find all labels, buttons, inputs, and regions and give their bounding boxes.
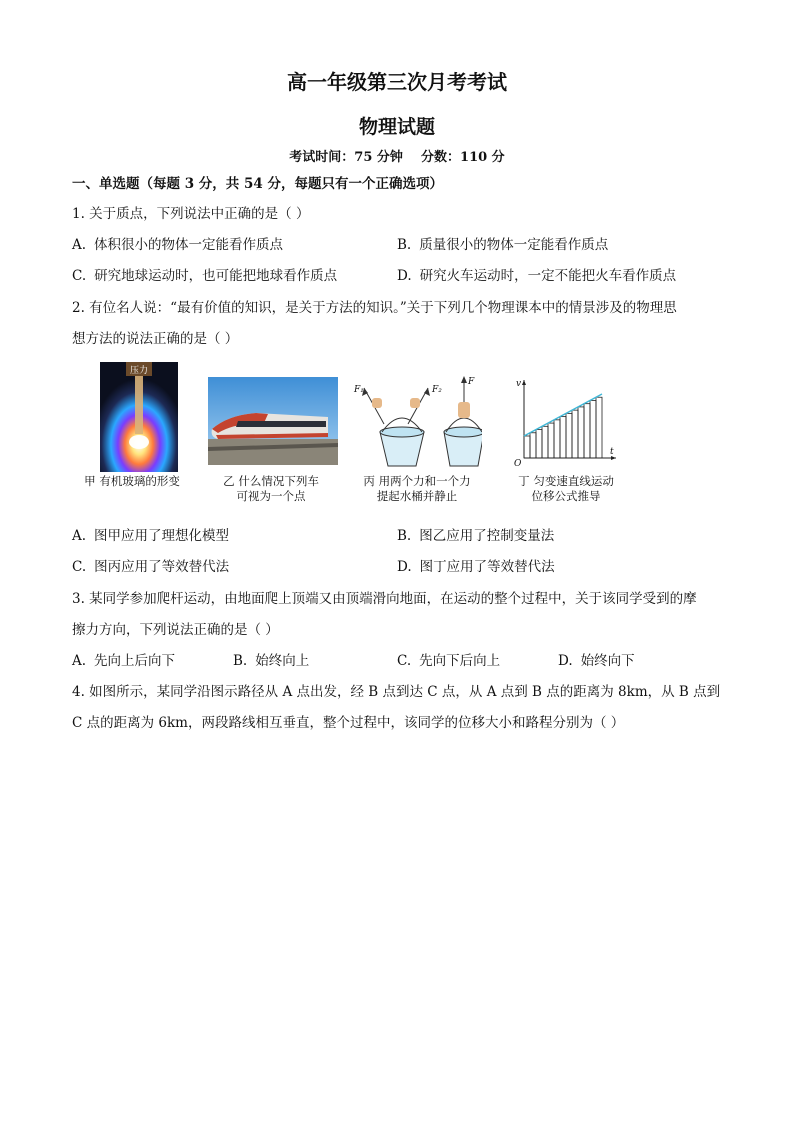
- option-text: 始终向下: [580, 653, 635, 669]
- option-text: 图乙应用了控制变量法: [419, 528, 555, 544]
- vt-step-bar: [590, 400, 596, 458]
- option-text: 先向上后向下: [94, 653, 176, 669]
- vt-step-bar: [542, 426, 548, 458]
- option-key: D.: [397, 268, 412, 284]
- fig2-caption-line2: 可视为一个点: [236, 489, 306, 503]
- option-key: B.: [397, 237, 412, 253]
- vt-step-bar: [578, 407, 584, 458]
- fig4-origin-label: O: [514, 459, 522, 468]
- fig3-f2-label: F₂: [432, 385, 442, 395]
- option-key: D.: [397, 559, 412, 575]
- q3-stem-line2: 擦力方向，下列说法正确的是（ ）: [72, 622, 279, 638]
- vt-step-bar: [554, 420, 560, 458]
- fig4-v-label: v: [516, 379, 522, 389]
- q2-option-d: [397, 555, 555, 575]
- fig3-f-label: F: [468, 377, 475, 387]
- plexiglass-stress-figure: [100, 362, 178, 472]
- vt-step-bar: [548, 423, 554, 458]
- q2-stem-line2: 想方法的说法正确的是（ ）: [72, 331, 239, 347]
- fig1-caption: 甲 有机玻璃的形变: [84, 474, 180, 488]
- q2-option-c: [72, 555, 229, 575]
- option-key: C.: [397, 653, 412, 669]
- q4-stem-line1: 4. 如图所示，某同学沿图示路径从 A 点出发，经 B 点到达 C 点，从 A 点到 B 点的距离为 8km，从 B 点到: [72, 684, 721, 700]
- q3-option-b: [233, 649, 309, 669]
- option-text: 先向下后向上: [419, 653, 501, 669]
- vt-step-bar: [560, 417, 566, 458]
- vt-step-bar: [572, 410, 578, 458]
- fig2-caption: [200, 474, 342, 504]
- fig3-caption: [350, 474, 484, 504]
- option-key: C.: [72, 559, 87, 575]
- option-key: A.: [72, 528, 87, 544]
- fig4-caption: [504, 474, 628, 504]
- q2-option-b: [397, 524, 554, 544]
- q2-stem-line1: 2. 有位名人说：“最有价值的知识，是关于方法的知识。”关于下列几个物理课本中的情景涉及的物理思: [72, 300, 677, 316]
- option-text: 始终向上: [255, 653, 310, 669]
- option-text: 研究地球运动时，也可能把地球看作质点: [94, 268, 338, 284]
- option-key: B.: [397, 528, 412, 544]
- option-key: A.: [72, 653, 87, 669]
- vt-step-bar: [596, 397, 602, 458]
- q1-option-b: [397, 233, 608, 253]
- section-heading: 一、单选题（每题 3 分，共 54 分，每题只有一个正确选项）: [72, 176, 443, 192]
- exam-meta: 考试时间：75 分钟 分数：110 分: [289, 150, 505, 165]
- option-text: 图甲应用了理想化模型: [94, 528, 230, 544]
- option-text: 图丙应用了等效替代法: [94, 559, 230, 575]
- q3-option-c: [397, 649, 500, 669]
- vt-graph-figure: [510, 376, 620, 468]
- option-text: 研究火车运动时，一定不能把火车看作质点: [419, 268, 677, 284]
- q3-option-a: [72, 649, 175, 669]
- vt-step-bar: [536, 430, 542, 458]
- fig3-caption-line2: 提起水桶并静止: [376, 489, 458, 503]
- option-key: B.: [233, 653, 248, 669]
- vt-step-bar: [566, 413, 572, 458]
- fig4-caption-line2: 位移公式推导: [531, 489, 601, 503]
- option-key: A.: [72, 237, 87, 253]
- option-key: C.: [72, 268, 87, 284]
- fig4-caption-line1: 丁 匀变速直线运动: [518, 474, 614, 488]
- option-text: 体积很小的物体一定能看作质点: [94, 237, 284, 253]
- q4-stem-line2: C 点的距离为 6km，两段路线相互垂直，整个过程中，该同学的位移大小和路程分别为（ ）: [72, 715, 625, 731]
- q1-option-c: [72, 264, 337, 284]
- q2-option-a: [72, 524, 229, 544]
- train-figure: [208, 377, 338, 465]
- option-text: 图丁应用了等效替代法: [419, 559, 555, 575]
- fig3-caption-line1: 丙 用两个力和一个力: [363, 474, 471, 488]
- fig3-f1-label: F₁: [354, 385, 364, 395]
- fig2-caption-line1: 乙 什么情况下列车: [223, 474, 319, 488]
- exam-title: 高一年级第三次月考考试: [287, 70, 507, 94]
- vt-step-bar: [584, 404, 590, 458]
- q3-option-d: [558, 649, 635, 669]
- q1-option-a: [72, 233, 283, 253]
- subject-title: 物理试题: [358, 116, 435, 138]
- option-key: D.: [558, 653, 573, 669]
- bucket-forces-figure: [352, 374, 482, 468]
- vt-step-bar: [530, 433, 536, 458]
- fig4-t-label: t: [610, 447, 614, 457]
- q1-option-d: [397, 264, 676, 284]
- option-text: 质量很小的物体一定能看作质点: [419, 237, 609, 253]
- q3-stem-line1: 3. 某同学参加爬杆运动，由地面爬上顶端又由顶端滑向地面，在运动的整个过程中，关于该同学受到的摩: [72, 591, 697, 607]
- q1-stem: 1. 关于质点，下列说法中正确的是（ ）: [72, 206, 310, 222]
- vt-step-bars: [524, 397, 602, 458]
- fig1-pressure-label: 压力: [129, 366, 149, 376]
- vt-step-bar: [524, 436, 530, 458]
